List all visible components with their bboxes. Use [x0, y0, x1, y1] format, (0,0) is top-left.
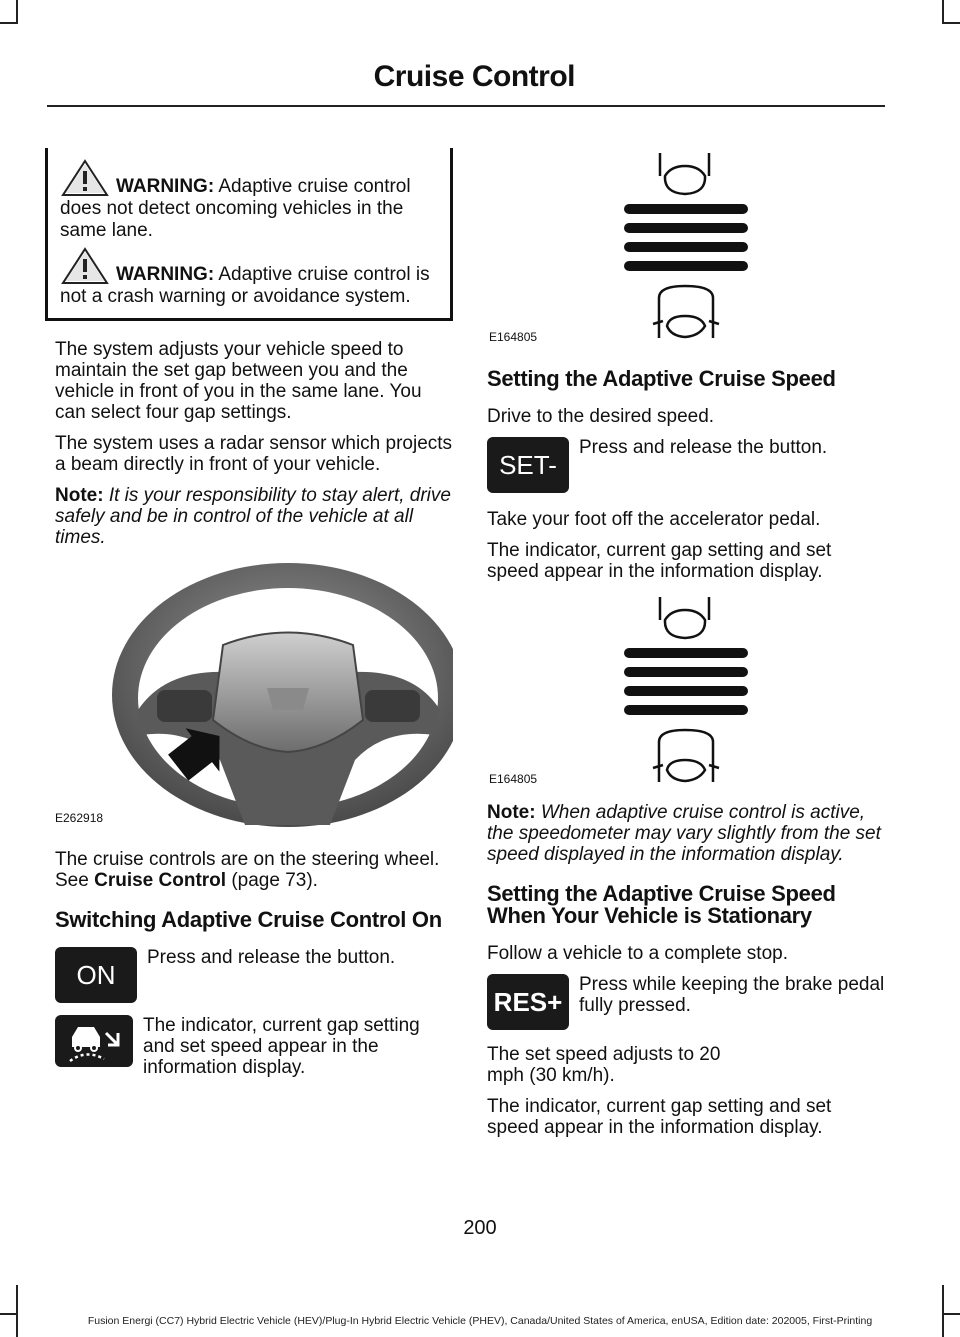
gap-bars-illustration — [487, 592, 885, 792]
page-title: Cruise Control — [373, 60, 575, 93]
res-plus-button-icon: RES+ — [487, 974, 569, 1030]
paragraph: The indicator, current gap setting and set speed appear in the information display. — [487, 1096, 832, 1138]
set-button-row — [487, 437, 885, 493]
paragraph: Take your foot off the accelerator pedal. — [487, 509, 821, 530]
gap-setting-figure — [487, 592, 885, 792]
warning-text: Adaptive cruise control is not a crash warning or avoidance system. — [60, 264, 430, 307]
crop-mark — [16, 1285, 18, 1337]
header-rule — [47, 105, 885, 107]
warning-label: WARNING: — [116, 176, 215, 197]
steering-wheel-figure — [55, 560, 453, 835]
crop-mark — [942, 0, 944, 22]
cruise-control-link[interactable]: Cruise Control — [94, 870, 227, 891]
footer: Fusion Energi (CC7) Hybrid Electric Vehicle (HEV)/Plug-In Hybrid Electric Vehicle (PHEV), Canada/United States of America, enUSA, Edition date: 202005, First-Printing — [87, 1315, 873, 1327]
right-column — [487, 148, 885, 1148]
crop-mark — [942, 1285, 944, 1337]
note-text: It is your responsibility to stay alert, drive safely and be in control of the vehicle at all times. — [55, 485, 451, 548]
crop-mark — [16, 0, 18, 22]
warning-triangle-icon — [60, 246, 110, 286]
crop-mark — [0, 22, 18, 24]
paragraph: The set speed adjusts to 20 mph (30 km/h). — [487, 1044, 721, 1086]
paragraph: Drive to the desired speed. — [487, 406, 715, 427]
gap-bars-illustration — [487, 148, 885, 348]
note-label: Note: — [55, 485, 104, 506]
warning-label: WARNING: — [116, 264, 215, 285]
figure-label: E164805 — [489, 772, 538, 786]
note — [55, 485, 453, 548]
note-text: When adaptive cruise control is active, the speedometer may vary slightly from the set speed displayed in the information display. — [487, 802, 881, 865]
on-button-row — [55, 947, 453, 1003]
instruction-text: The indicator, current gap setting and set speed appear in the information display. — [143, 1015, 420, 1078]
controls-text: (page 73). — [226, 870, 318, 891]
section-heading: Setting the Adaptive Cruise Speed — [487, 366, 836, 391]
crop-mark — [942, 22, 960, 24]
warning-text: Adaptive cruise control does not detect oncoming vehicles in the same lane. — [60, 176, 411, 241]
indicator-row — [55, 1015, 453, 1078]
instruction-text: Press and release the button. — [579, 437, 828, 458]
section-heading: Setting the Adaptive Cruise Speed When Your Vehicle is Stationary — [487, 881, 836, 928]
res-button-row — [487, 974, 885, 1030]
set-minus-button-icon: SET- — [487, 437, 569, 493]
note — [487, 802, 885, 865]
paragraph: The system uses a radar sensor which projects a beam directly in front of your vehicle. — [55, 433, 453, 475]
controls-paragraph — [55, 849, 453, 891]
instruction-text: Press while keeping the brake pedal fully pressed. — [579, 974, 885, 1016]
page-number: 200 — [463, 1217, 497, 1239]
warning-2 — [60, 264, 444, 308]
paragraph: The indicator, current gap setting and set speed appear in the information display. — [487, 540, 832, 582]
paragraph: The system adjusts your vehicle speed to maintain the set gap between you and the vehicle in front of you in the same lane. You can select four gap settings. — [55, 339, 422, 423]
on-button-icon: ON — [55, 947, 137, 1003]
figure-label: E262918 — [55, 811, 104, 825]
figure-label: E164805 — [489, 330, 538, 344]
warning-triangle-icon — [60, 158, 110, 198]
adaptive-cruise-indicator-icon — [55, 1015, 133, 1067]
left-column — [55, 148, 453, 1090]
paragraph: Follow a vehicle to a complete stop. — [487, 943, 788, 964]
controls-text: The cruise controls are on the steering wheel. See — [55, 849, 440, 891]
steering-wheel-illustration — [55, 560, 453, 835]
gap-setting-figure — [487, 148, 885, 348]
instruction-text: Press and release the button. — [147, 947, 396, 968]
warning-1 — [60, 176, 444, 242]
section-heading: Switching Adaptive Cruise Control On — [55, 907, 442, 932]
note-label: Note: — [487, 802, 536, 823]
warning-box — [45, 148, 453, 321]
